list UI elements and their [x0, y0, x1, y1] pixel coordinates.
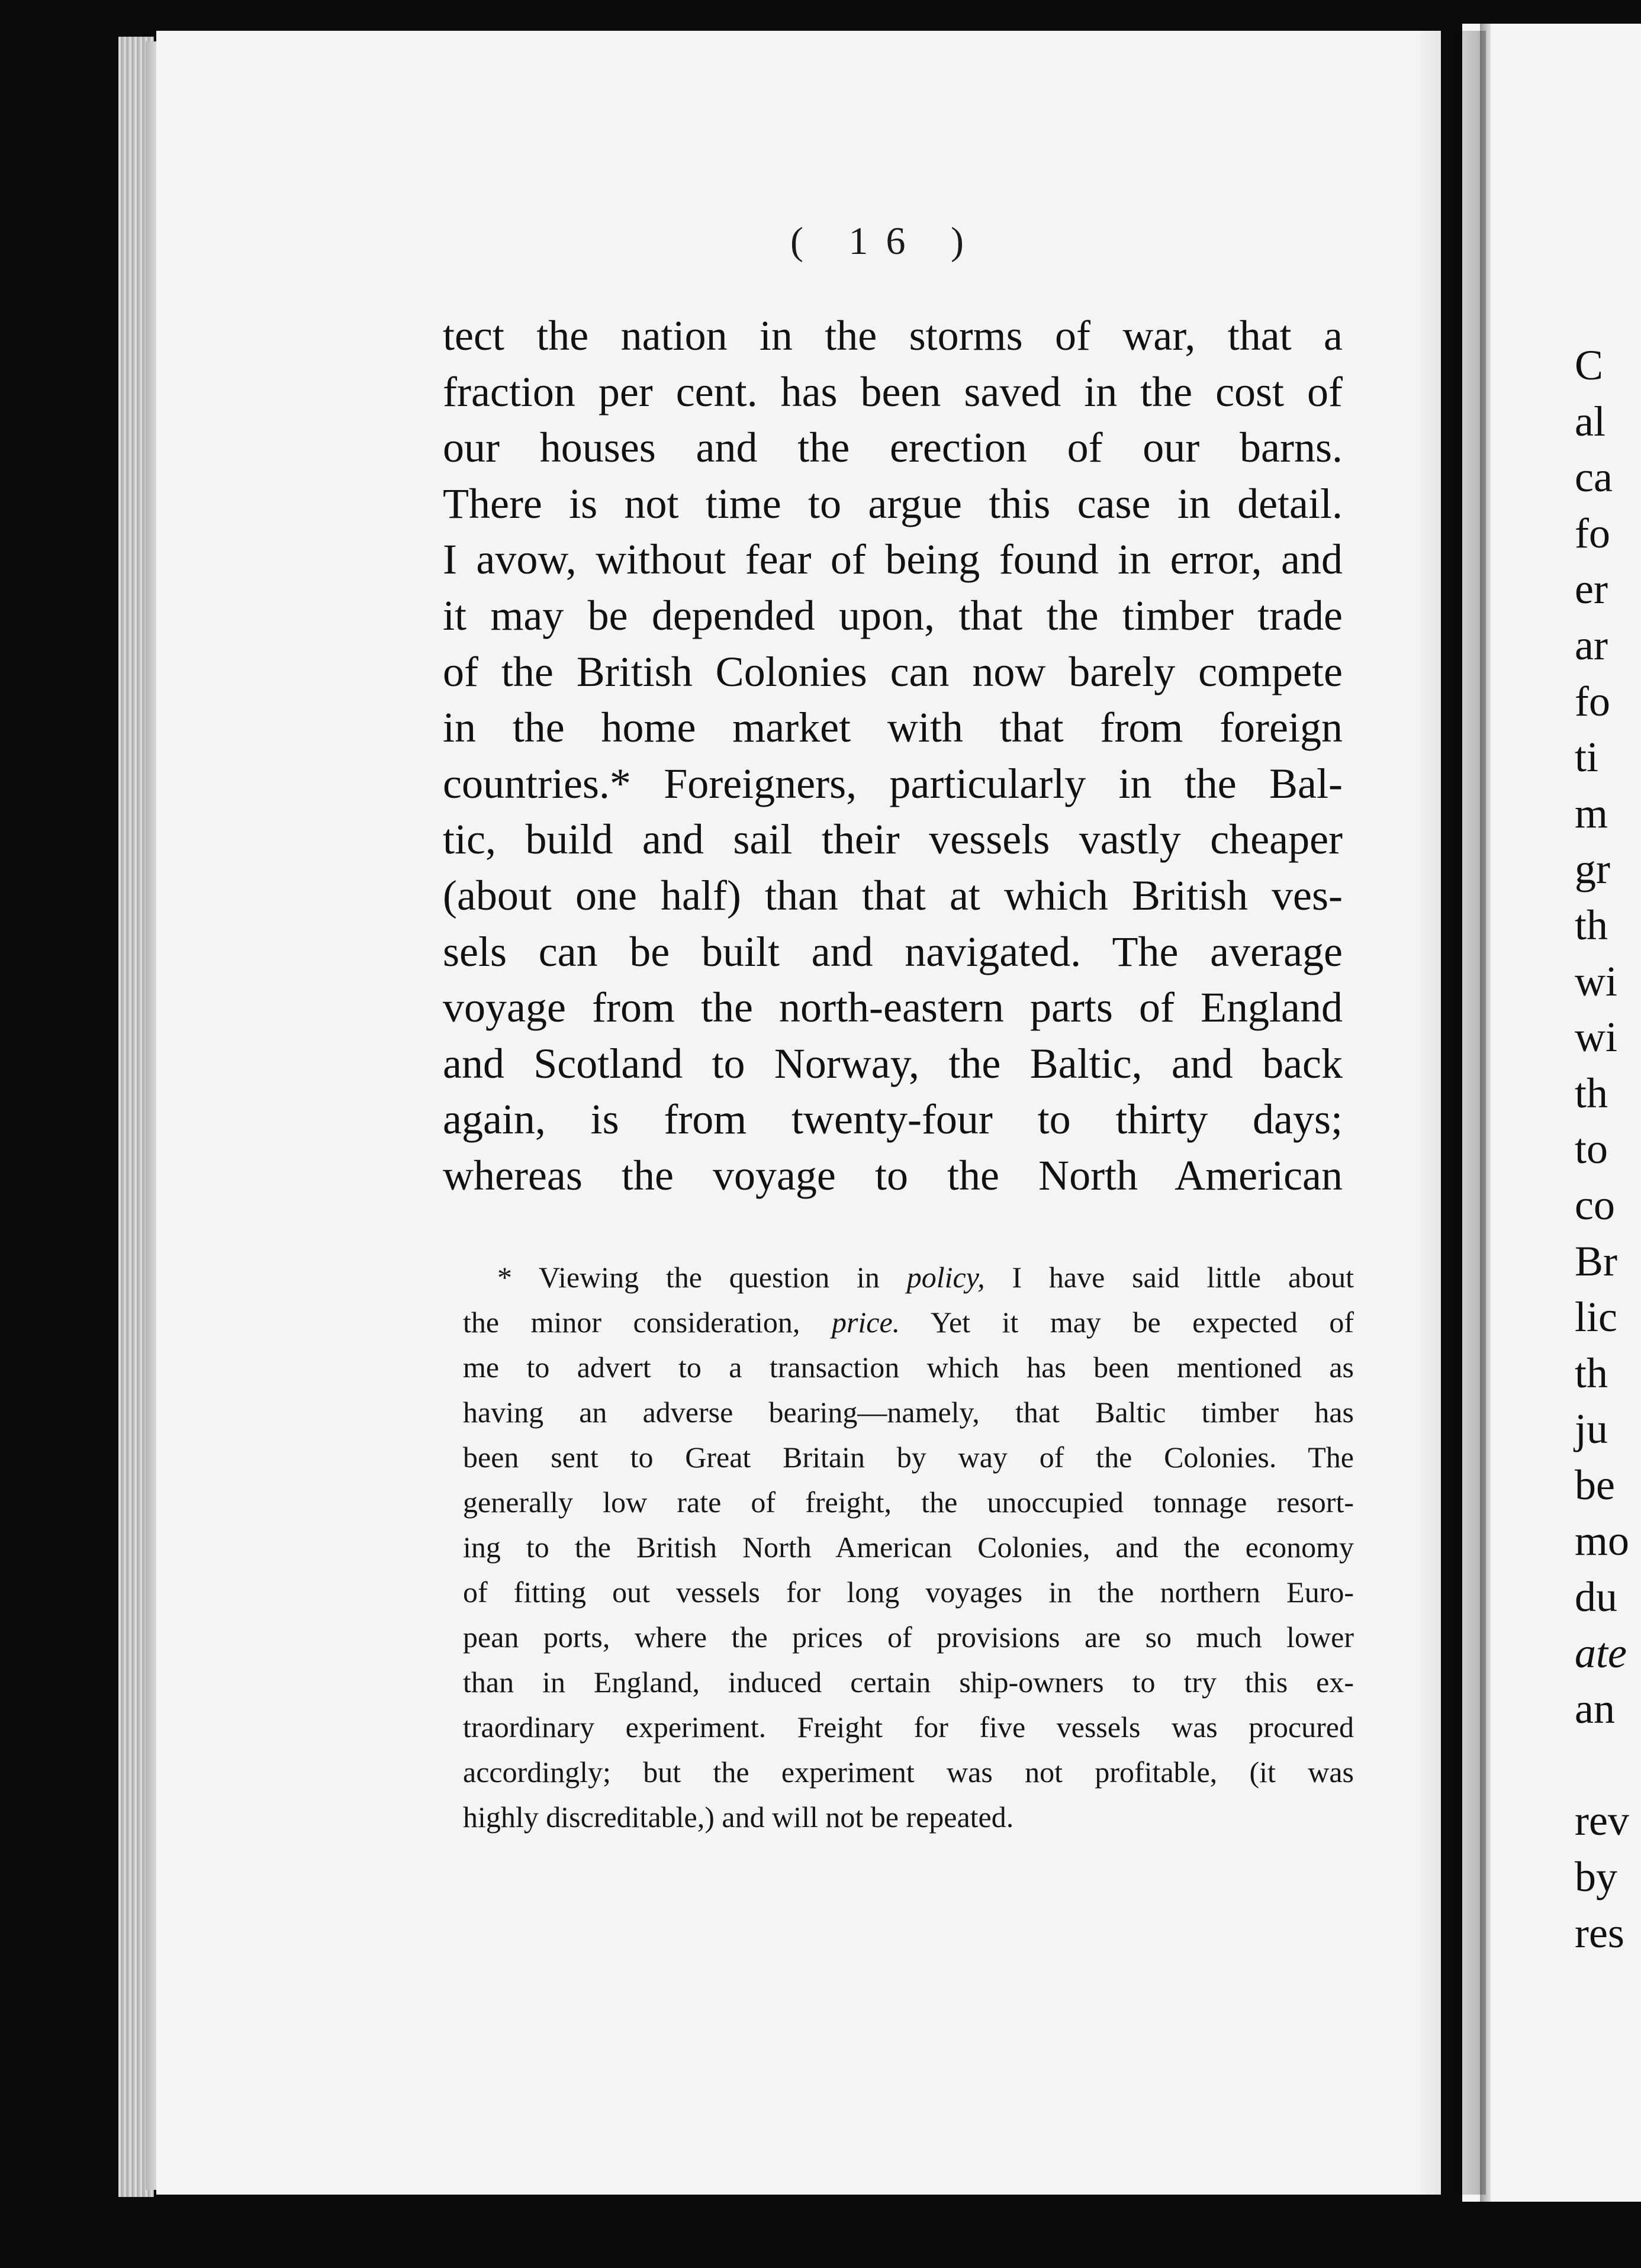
body-line: and Scotland to Norway, the Baltic, and back [443, 1039, 1343, 1087]
body-line: (about one half) than that at which British ves- [443, 871, 1343, 919]
right-page-fragment: th [1575, 1349, 1608, 1397]
right-page-fragment: th [1575, 901, 1608, 949]
footnote-line [463, 1255, 1354, 1300]
body-line: in the home market with that from foreign [443, 704, 1343, 752]
footnote-emphasis: policy, [906, 1261, 985, 1294]
body-line: whereas the voyage to the North American [443, 1151, 1343, 1199]
right-page-fragment: ju [1575, 1405, 1608, 1453]
body-line: There is not time to argue this case in detail. [443, 479, 1343, 527]
body-line: again, is from twenty-four to thirty days; [443, 1096, 1343, 1143]
right-page-fragment: an [1575, 1685, 1615, 1733]
body-line: voyage from the north-eastern parts of England [443, 984, 1343, 1032]
right-page-fragment: er [1575, 565, 1608, 613]
body-line: countries.* Foreigners, particularly in the Bal- [443, 759, 1343, 807]
right-page-fragment: by [1575, 1853, 1617, 1901]
right-page-fragment: ca [1575, 453, 1613, 501]
footnote-line: highly discreditable,) and will not be repeated. [463, 1800, 1014, 1834]
right-page-fragment: ate [1575, 1629, 1627, 1677]
body-line: of the British Colonies can now barely compete [443, 647, 1343, 695]
right-page-fragment: al [1575, 397, 1605, 445]
footnote-line: ing to the British North American Colonies, and the economy [463, 1531, 1354, 1564]
right-page-fragment: rev [1575, 1797, 1629, 1845]
footnote-line: traordinary experiment. Freight for five vessels was procured [463, 1710, 1354, 1744]
right-page-fragment: mo [1575, 1517, 1630, 1565]
right-page-fragment: m [1575, 789, 1608, 837]
body-line: tic, build and sail their vessels vastly cheaper [443, 816, 1343, 864]
right-page-fragment: be [1575, 1461, 1615, 1509]
footnote-text: * Viewing the question in [497, 1261, 907, 1294]
footnote-text: Yet it may be expected of [900, 1306, 1354, 1339]
body-line: it may be depended upon, that the timber trade [443, 591, 1343, 639]
footnote-emphasis: price. [831, 1306, 900, 1339]
body-text [443, 308, 1343, 1204]
right-page-text-fragments [1575, 337, 1641, 1961]
footnote-line: me to advert to a transaction which has been mentioned as [463, 1351, 1354, 1384]
footnote-line: generally low rate of freight, the unoccupied tonnage resort- [463, 1486, 1354, 1519]
right-page-fragment [1575, 1737, 1641, 1793]
spine-gutter-shadow [1415, 31, 1486, 2195]
right-page-fragment: gr [1575, 845, 1610, 893]
right-page-fragment: wi [1575, 957, 1617, 1005]
footnote-line: pean ports, where the prices of provisions are so much lower [463, 1621, 1354, 1654]
footnote-line: of fitting out vessels for long voyages in the northern Euro- [463, 1576, 1354, 1609]
footnote-text: the minor consideration, [463, 1306, 832, 1339]
right-page-fragment: ar [1575, 621, 1608, 669]
right-page-fragment: C [1575, 342, 1604, 389]
footnote-line [463, 1300, 1354, 1345]
right-page-fragment: fo [1575, 509, 1610, 557]
footnote-line: been sent to Great Britain by way of the Colonies. The [463, 1441, 1354, 1474]
right-page-fragment: wi [1575, 1013, 1617, 1061]
right-page-fragment: Br [1575, 1237, 1617, 1285]
body-line: tect the nation in the storms of war, that a [443, 312, 1343, 359]
right-page-fragment: fo [1575, 677, 1610, 725]
footnote [463, 1255, 1354, 1839]
body-line: our houses and the erection of our barns. [443, 424, 1343, 472]
page-number: ( 16 ) [790, 220, 982, 263]
right-page-fragment: co [1575, 1181, 1615, 1229]
right-page-fragment: res [1575, 1909, 1624, 1957]
body-line: I avow, without fear of being found in error, and [443, 536, 1343, 584]
right-page-fragment: du [1575, 1573, 1617, 1621]
right-page-fragment: lic [1575, 1293, 1617, 1341]
footnote-line: having an adverse bearing—namely, that Baltic timber has [463, 1396, 1354, 1429]
footnote-line: than in England, induced certain ship-owners to try this ex- [463, 1665, 1354, 1699]
body-line: sels can be built and navigated. The average [443, 927, 1343, 975]
right-page-fragment: to [1575, 1125, 1608, 1173]
footnote-line: accordingly; but the experiment was not profitable, (it was [463, 1755, 1354, 1789]
body-line: fraction per cent. has been saved in the cost of [443, 368, 1343, 415]
right-page-fragment: ti [1575, 733, 1599, 781]
right-page-fragment: th [1575, 1069, 1608, 1117]
footnote-text: I have said little about [984, 1261, 1354, 1294]
